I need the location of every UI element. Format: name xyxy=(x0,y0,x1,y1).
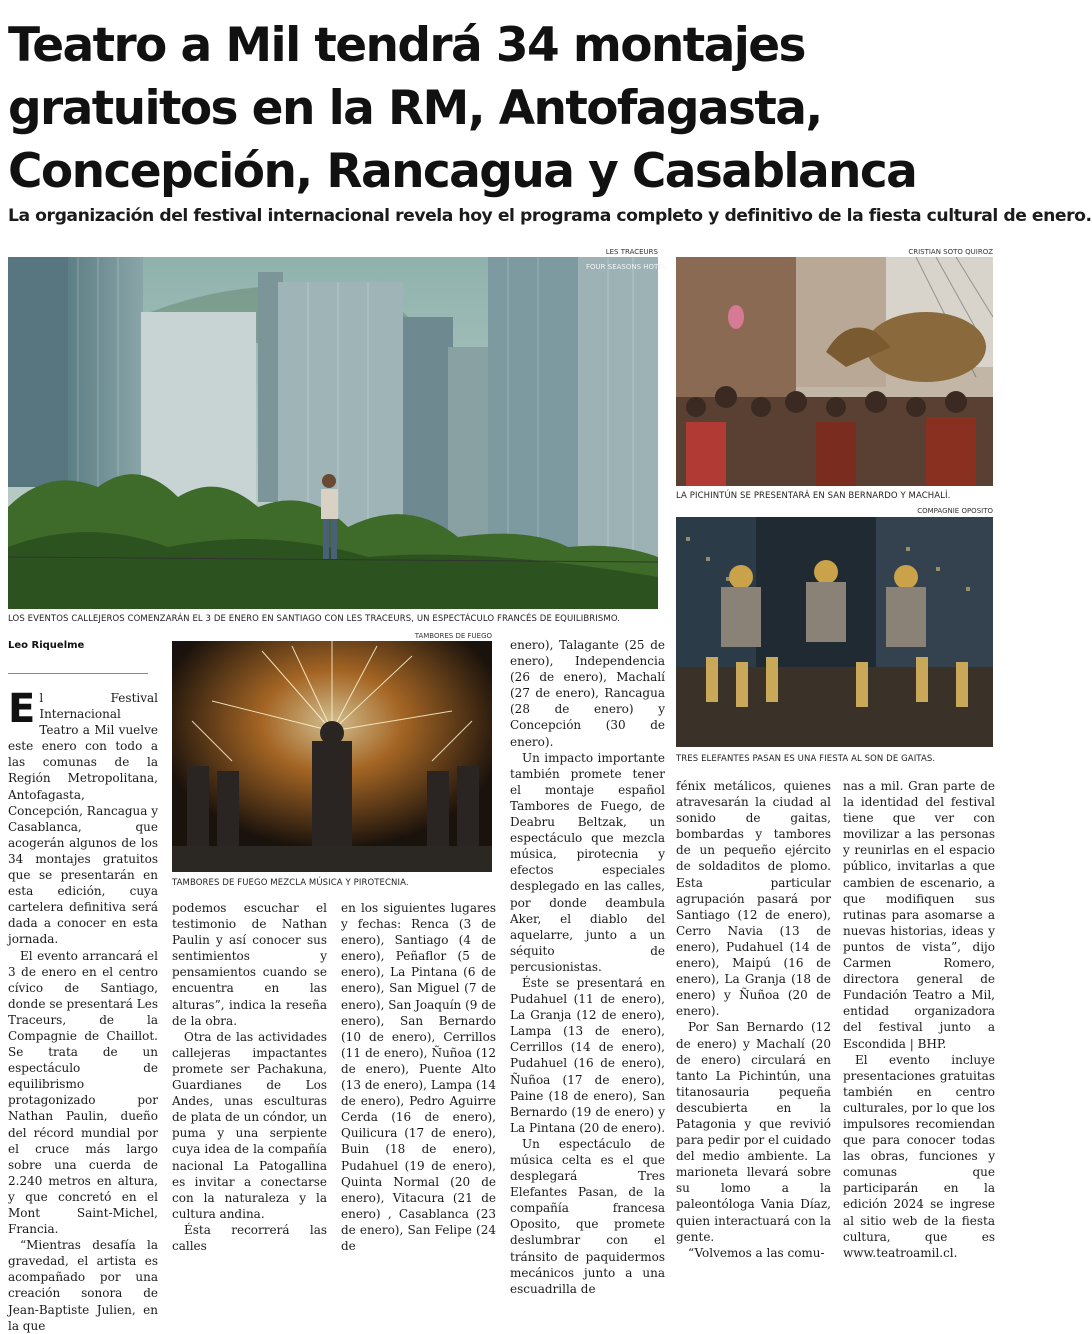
paragraph: Éste se presentará en Pudahuel (11 de enero), La Granja (12 de enero), Lampa (13 de enero), Cerrillos (14 de enero), Pudahuel (16 de enero), Ñuñoa (17 de enero), Paine (18 de enero), San Bernardo (19 de enero) y La Pintana (20 de enero). xyxy=(510,975,666,1135)
main-photo-caption: LOS EVENTOS CALLEJEROS COMENZARÁN EL 3 DE ENERO EN SANTIAGO CON LES TRACEURS, UN ESPECTÁCULO FRANCÉS DE EQUILIBRISMO. xyxy=(8,614,621,624)
body-column-3 xyxy=(341,900,496,1254)
paragraph: El Festival Internacional Teatro a Mil vuelve este enero con todo a las comunas de la Región Metropolitana, Antofagasta, Concepción, Rancagua y Casablanca, que acogerán algunos de los 34 montajes gratuitos que se presentarán en esta edición, cuya cartelera definitiva será dada a conocer en esta jornada. xyxy=(8,686,159,947)
paragraph: podemos escuchar el testimonio de Nathan Paulin y así conocer sus sentimientos y pensamientos cuando se encuentra en las alturas”, indica la reseña de la obra. xyxy=(172,901,327,1028)
headline-line-2: gratuitos en la RM, Antofagasta, xyxy=(8,81,822,136)
paragraph: “Mientras desafía la gravedad, el artista es acompañado por una creación sonora de Jean-Baptiste Julien, en la que xyxy=(8,1238,158,1333)
right-bottom-photo-credit: COMPAGNIE OPOSITO xyxy=(917,507,993,515)
subheadline: La organización del festival internacional revela hoy el programa completo y definitivo de la fiesta cultural de enero. xyxy=(8,206,1092,226)
paragraph: fénix metálicos, quienes atravesarán la ciudad al sonido de gaitas, bombardas y tambores de un pequeño ejército de soldaditos de plomo. Esta particular agrupación pasará por Santiago (12 de enero), Cerro Navia (13 de enero), Pudahuel (14 de enero), Maipú (16 de enero), La Granja (18 de enero) y Ñuñoa (20 de enero). xyxy=(676,779,831,1019)
drop-cap: E xyxy=(8,686,36,732)
byline: Leo Riquelme xyxy=(8,640,85,651)
paragraph: en los siguientes lugares y fechas: Renca (3 de enero), Santiago (4 de enero), Peñaflor (5 de enero), La Pintana (6 de enero), San Miguel (7 de enero), San Joaquín (9 de enero), San Bernardo (10 de enero), Cerrillos (11 de enero), Ñuñoa (12 de enero), Puente Alto (13 de enero), Lampa (14 de enero), Pedro Aguirre Cerda (16 de enero), Quilicura (17 de enero), Buin (18 de enero), Pudahuel (19 de enero), Quinta Normal (20 de enero), Vitacura (21 de enero) , Casablanca (23 de enero), San Felipe (24 de xyxy=(341,901,497,1253)
paragraph: Otra de las actividades callejeras impactantes promete ser Pachakuna, Guardianes de Los Andes, unas esculturas de plata de un cóndor, un puma y una serpiente cuya idea de la compañía nacional La Patogallina es invitar a conectarse con la naturaleza y la cultura andina. xyxy=(172,1029,328,1221)
right-top-photo-credit: CRISTIAN SOTO QUIROZ xyxy=(908,248,993,256)
headline-line-3: Concepción, Rancagua y Casablanca xyxy=(8,144,917,199)
body-column-5 xyxy=(676,778,831,1261)
paragraph: Por San Bernardo (12 de enero) y Machalí (20 de enero) circulará en tanto La Pichintún, una titanosauria pequeña descubierta en la Patagonia y que revivió para pedir por el cuidado del medio ambiente. La marioneta llevará sobre su lomo a la paleontóloga Vania Díaz, quien interactuará con la gente. xyxy=(676,1020,831,1244)
hotel-sign-text: FOUR SEASONS HOTEL xyxy=(586,263,667,271)
body-column-2 xyxy=(172,900,327,1254)
right-bottom-photo-caption: TRES ELEFANTES PASAN ES UNA FIESTA AL SON DE GAITAS. xyxy=(676,754,936,764)
tres-elefantes-photo xyxy=(676,517,993,747)
paragraph: “Volvemos a las comu- xyxy=(688,1245,825,1260)
middle-photo-caption: TAMBORES DE FUEGO MEZCLA MÚSICA Y PIROTECNIA. xyxy=(172,878,409,888)
paragraph: nas a mil. Gran parte de la identidad del festival tiene que ver con movilizar a las personas y reunirlas en el espacio público, invitarlas a que cambien de escenario, a que modifiquen sus rutinas para asomarse a nuevas historias, ideas y puntos de vista”, dijo Carmen Romero, directora general de Fundación Teatro a Mil, entidad organizadora del festival junto a Escondida | BHP. xyxy=(843,779,995,1051)
paragraph: enero), Talagante (25 de enero), Independencia (26 de enero), Machalí (27 de enero), Rancagua (28 de enero) y Concepción (30 de enero). xyxy=(510,638,665,749)
main-photo-credit: LES TRACEURS xyxy=(605,248,658,256)
body-column-4 xyxy=(510,637,665,1297)
body-column-1 xyxy=(8,686,159,1334)
paragraph: Un espectáculo de música celta es el que desplegará Tres Elefantes Pasan, de la compañía francesa Oposito, que promete deslumbrar con el tránsito de paquidermos mecánicos junto a una escuadrilla de xyxy=(510,1136,665,1296)
paragraph: El evento incluye presentaciones gratuitas también en centro culturales, por lo que los impulsores recomiendan que para conocer todas las obras, funciones y comunas que participarán en la edición 2024 se ingrese al sitio web de la fiesta cultura, que es www.teatroamil.cl. xyxy=(843,1052,995,1260)
paragraph: Ésta recorrerá las calles xyxy=(172,1222,327,1253)
byline-divider xyxy=(8,673,148,674)
headline-line-1: Teatro a Mil tendrá 34 montajes xyxy=(8,18,805,73)
right-top-photo-caption: LA PICHINTÚN SE PRESENTARÁ EN SAN BERNARDO Y MACHALÍ. xyxy=(676,491,951,501)
paragraph: El evento arrancará el 3 de enero en el centro cívico de Santiago, donde se presentará Les Traceurs, de la Compagnie de Chaillot. Se trata de un espectáculo de equilibrismo protagonizado por Nathan Paulin, dueño del récord mundial por el cruce más largo sobre una cuerda de 2.240 metros en altura, y que concretó en el Mont Saint-Michel, Francia. xyxy=(8,948,158,1237)
paragraph: Un impacto importante también promete tener el montaje español Tambores de Fuego, de Deabru Beltzak, un espectáculo que mezcla música, pirotecnia y efectos especiales desplegado en las calles, por donde deambula Aker, el diablo del aquelarre, junto a un séquito de percusionistas. xyxy=(510,750,665,974)
body-column-6 xyxy=(843,778,995,1261)
main-photo xyxy=(8,257,667,609)
pichintun-photo xyxy=(676,257,993,486)
tambores-de-fuego-photo xyxy=(172,641,492,872)
middle-photo-credit: TAMBORES DE FUEGO xyxy=(414,632,492,640)
headline xyxy=(8,14,993,203)
